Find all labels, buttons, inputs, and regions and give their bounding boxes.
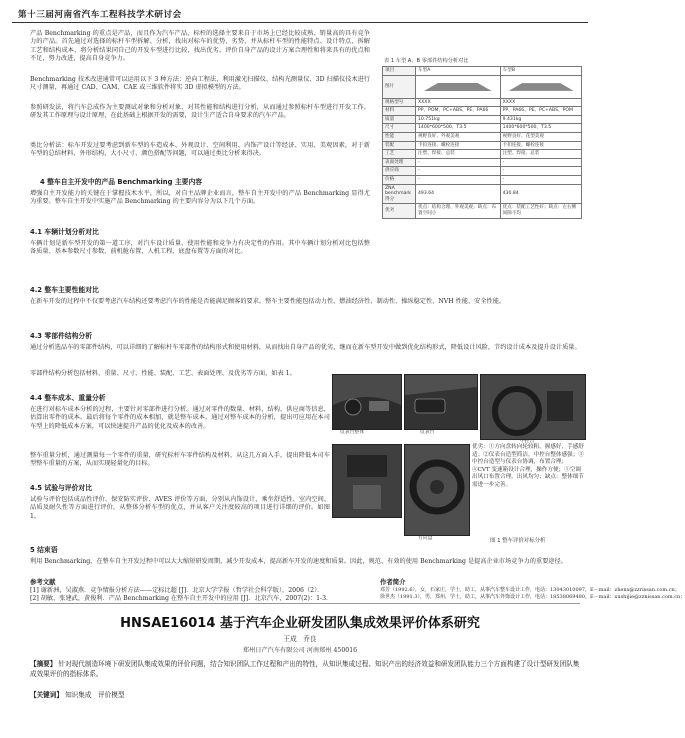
para-benchmark-focus: 产品 Benchmarking 的重点是产品，而且作为汽车产品，标杆的选择主要来自于市场上已经比较成熟、销量高的具有竞争力的产品。首先通过对选择的标杆车型拆解、分析，找出对标车的优势、劣势，并从标杆车型的性能特点、设计特点、拆解工艺和结构成本，将分析结果同自己的开发车型进行比较，找出优劣。评价自身产品的设计方案合理性和将来具有的优点和不足，努力改进，提高自身竞争力。 <box>30 30 370 63</box>
section-4-title: 4 整车自主开发中的产品 Benchmarking 主要内容 <box>40 178 203 186</box>
next-paper-keywords <box>30 689 582 699</box>
section-4-1-body: 车辆计划是新车型开发的第一道工序，对汽车设计质量、使用性能和竞争力有决定性的作用。其中车辆计划分析对比包括整备质量、基本参数尺寸参数、前机舱布置、人机工程、底盘布置等方面的对比。 <box>30 240 370 256</box>
table-row <box>383 204 582 218</box>
table-row <box>383 124 582 133</box>
table-cell <box>416 75 501 98</box>
author-bio-2: 徐世杰（1991.3），男，郑州，学士，助工，从事汽车外饰设计工作，电话：18538069480，E－mail：xushijie@zznissan.com.cn； <box>380 594 685 600</box>
table-cell <box>500 75 581 98</box>
section-5-title: 5 结束语 <box>30 546 58 554</box>
section-4-3-body: 通过分析选品车的零部件结构，可以详细的了解标杆车零部件的结构形式和使用材料，从而找出自身产品的优劣，继而在新车型开发中做到优化结构形式，降低设计风险，节约设计成本及提升设计质量。 <box>30 344 581 351</box>
figure-1-caption: 图 1 整车评价对标分析 <box>490 538 546 544</box>
table-cell: 优点：装配工艺性好；缺点：左右侧间隙不均 <box>500 204 581 218</box>
car-part-image <box>503 77 579 97</box>
header-rule <box>12 22 588 23</box>
table-row <box>383 98 582 107</box>
section-4-2-title: 4.2 整车主要性能对比 <box>30 286 99 294</box>
figure-1-note: 优劣：①方向盘转向轮较粗，握感好，手感舒适；②仪表台造型简洁，中控台整体感强；③中控台造型与仪表台协调，布置合理；④CVT 变速箱设计合理，操作方便；⑤空调出风口布置合理，出风均匀；缺点：整体细节需进一步完善。 <box>472 444 584 488</box>
console-image <box>481 375 585 439</box>
table-cell: PP、PA66、PE、PC+ABS、POM <box>500 107 581 116</box>
abstract-label: 【摘要】 <box>30 660 57 668</box>
table-cell: 车型B <box>500 67 581 76</box>
para-methods: Benchmarking 技术改进通常可以运用以下 3 种方法：逆向工程法，利用激光扫描仪、结构光测量仪、3D 扫描仪技术进行尺寸测量，再通过 CAD、CAM、CAE 或三维软件将实 3D 虚拟模型的方法。 <box>30 76 370 92</box>
photo-dashboard-overall <box>332 374 402 430</box>
para-reference-method: 参照研发法，将汽车总成作为主要测试对象和分析对象，对其性能和结构进行分析，从而通过参照标杆车型进行开发工作。研发其工作原理与设计原理，在此基础上根据开发的需要，设计生产适合自身要求的汽车产品。 <box>30 104 370 120</box>
console-detail-image <box>333 445 401 517</box>
section-4-4-body2: 整车重量分析，通过测量每一个零件的重量，研究标杆车零件结构及材料，从这几方面入手，提出降低本司车型整车重量的方案，从而实现轻量化的目标。 <box>30 452 330 468</box>
table-row <box>383 167 582 176</box>
author-bio-1: 邓芳（1992.6），女，石家庄，学士，助工，从事汽车整车设计工作，电话：13043010097，E－mail：zhenx@zzrissan.com.cn； <box>380 587 680 593</box>
table-cell: - <box>500 175 581 184</box>
section-4-4-body: 在进行对标车成本分析的过程，主要针对零部件进行分析。通过对零件的数量、材料、结构、供应商等信息，估算出零件的成本。最后将每个零件的成本相加，就是整车成本。通过对整车成本的分析，提出可应用在本司车型上的降低成本方案，可以快速提升产品的优化及成本的改善。 <box>30 406 330 430</box>
table-cell: 10.751kg <box>416 115 501 124</box>
table-cell: 1400*600*500、T3.5 <box>500 124 581 133</box>
page-header <box>12 4 588 24</box>
table-cell: 优点：结构合理、外观美观；缺点：布置空间小 <box>416 204 501 218</box>
table-row-label: 供应商 <box>383 167 416 176</box>
table-row-label: 材料 <box>383 107 416 116</box>
table-cell: 1400*600*500、T3.5 <box>416 124 501 133</box>
photo-console-2 <box>332 444 402 518</box>
table-row-label: 质量 <box>383 115 416 124</box>
table-row-label: 价格 <box>383 175 416 184</box>
table-row <box>383 75 582 98</box>
table-row <box>383 141 582 150</box>
author-bio-title: 作者简介 <box>380 578 406 586</box>
table-row <box>383 132 582 141</box>
para-analogy-method: 类比分析法：标车开发过要考虑到新车型的车造成本、外观设计、空间利用、内饰产设计等经济、实用、美观因素，对于新车型的总结材料、外形结构、大小尺寸、颜色搭配等问题，可以通过类比分析来得决。 <box>30 142 370 158</box>
table-cell: - <box>416 158 501 167</box>
photo-label-3: 中控台 <box>520 439 535 444</box>
table-cell: 卡扣连接、螺栓连接 <box>500 141 581 150</box>
table-cell: PP、POM、PC+ABS、PE、PA66 <box>416 107 501 116</box>
table-row-label: 装配 <box>383 141 416 150</box>
photo-label-2: 仪表台 <box>420 430 435 435</box>
table-cell: 视野良好、花型美观 <box>500 132 581 141</box>
table-1 <box>382 66 582 219</box>
table-row <box>383 107 582 116</box>
table-cell: - <box>500 167 581 176</box>
conference-title: 第十三届河南省汽车工程科技学术研讨会 <box>18 10 182 20</box>
keywords-text: 知识集成 评价模型 <box>65 691 125 699</box>
car-part-image <box>418 77 498 97</box>
photo-steering-wheel <box>404 444 470 536</box>
table-row <box>383 175 582 184</box>
table-row <box>383 184 582 204</box>
table-row-label: 工艺 <box>383 150 416 159</box>
table-row-label: 规格型号 <box>383 98 416 107</box>
table-cell: 卡扣连接、螺栓连接 <box>416 141 501 150</box>
table-row-label: ZNA benchmark得分 <box>383 184 416 204</box>
section-4-intro: 增强自主开发能力的关键在于掌握技术水平，所以，对自主品牌企业而言，整车自主开发中的产品 Benchmarking 显得尤为重要。整车自主开发中实施产品 Benchmarking 的主要内容分为以下几个方面。 <box>30 190 370 206</box>
section-4-2-body: 在新车开发的过程中不仅要考虑汽车结构还要考虑汽车的性能是否能满足顾客的要求。整车主要性能包括动力性、燃油经济性、制动性、操纵稳定性、NVH 性能、安全性能。 <box>30 298 506 305</box>
next-paper-abstract <box>30 660 582 679</box>
section-4-4-title: 4.4 整车成本、重量分析 <box>30 394 106 402</box>
table-cell: 注塑、焊接、总装 <box>416 150 501 159</box>
table-cell: 视野良好、外观美观 <box>416 132 501 141</box>
refs-divider <box>30 603 580 604</box>
next-paper-authors: 王成 乔良 <box>283 635 317 643</box>
table-cell: - <box>416 175 501 184</box>
section-4-1-title: 4.1 车辆计划分析对比 <box>30 228 99 236</box>
dashboard-image <box>333 375 401 429</box>
table-cell: 注塑、焊接、总装 <box>500 150 581 159</box>
table-1-caption: 表 1 车型 A、B 零部件结构分析对比 <box>384 58 469 64</box>
steering-wheel-image <box>405 445 469 535</box>
table-row-label: 优劣 <box>383 204 416 218</box>
table-row <box>383 150 582 159</box>
section-5-body: 利用 Benchmarking，在整车自主开发过程中可以大大缩短研发周期，减少开发成本，提高新车开发的速度和质量。因此，规范、有效的使用 Benchmarking 是提高企业市场竞争力的重要途径。 <box>30 558 567 565</box>
table-cell: XXXX <box>500 98 581 107</box>
table-cell: 车型A <box>416 67 501 76</box>
table-cell: - <box>416 167 501 176</box>
abstract-text: 针对现代制造环境下研发团队集成效果的评价问题，结合知识团队工作过程和产出的特性，从知识集成过程、知识产出的经济效益和研发团队能力三个方面构建了设计型研发团队集成效果评价的指标体系。 <box>30 660 580 678</box>
table-row-label: 尺寸 <box>383 124 416 133</box>
table-cell: 9.431kg <box>500 115 581 124</box>
next-paper-title: HNSAE16014 基于汽车企业研发团队集成效果评价体系研究 <box>120 616 480 631</box>
section-4-3-title: 4.3 零部件结构分析 <box>30 332 92 340</box>
keywords-label: 【关键词】 <box>30 691 63 699</box>
table-cell: XXXX <box>416 98 501 107</box>
table-row-label: 表面处理 <box>383 158 416 167</box>
reference-2: [2] 胡敏，张建武，黄俊利．产品 Benchmarking 在整车自主开发中的应用 [J]．北京汽车，2007(2)：1-3． <box>30 595 333 602</box>
table-row-label: 图片 <box>383 75 416 98</box>
table-row <box>383 67 582 76</box>
photo-label-1: 仪表台整体 <box>340 430 364 435</box>
section-4-5-body: 试验与评价包括成品性评价、保安防实评价、AVES 评价等方面，分别从内饰设计、乘坐舒适性、室内空间、品质及耐久性等方面进行评价，从整体分析车型的优点，并从客户关注度较高的项目进行详细的评价。如图 1。 <box>30 496 330 520</box>
table-row-label: 项目 <box>383 67 416 76</box>
table-cell: 493.64 <box>416 184 501 204</box>
table-cell: 430.84 <box>500 184 581 204</box>
section-4-3-body2: 零部件结构分析包括材料、重量、尺寸、性能、装配、工艺、表面处理、及优劣等方面，如表 1。 <box>30 370 296 377</box>
section-4-5-title: 4.5 试验与评价对比 <box>30 484 92 492</box>
photo-dashboard <box>404 374 478 430</box>
next-paper-affiliation: 郑州日产汽车有限公司 河南郑州 450016 <box>242 647 358 654</box>
dashboard-closeup-image <box>405 375 477 429</box>
references-title: 参考文献 <box>30 578 56 586</box>
photo-center-console <box>480 374 586 440</box>
photo-label-4: 方向盘 <box>418 536 433 541</box>
table-row-label: 性能 <box>383 132 416 141</box>
reference-1: [1] 谢新洲，吴淑燕．竞争情报分析方法——定标比超 [J]．北京大学学报（哲学社会科学版），2006（2）． <box>30 587 324 594</box>
table-row <box>383 158 582 167</box>
table-cell: - <box>500 158 581 167</box>
table-row <box>383 115 582 124</box>
